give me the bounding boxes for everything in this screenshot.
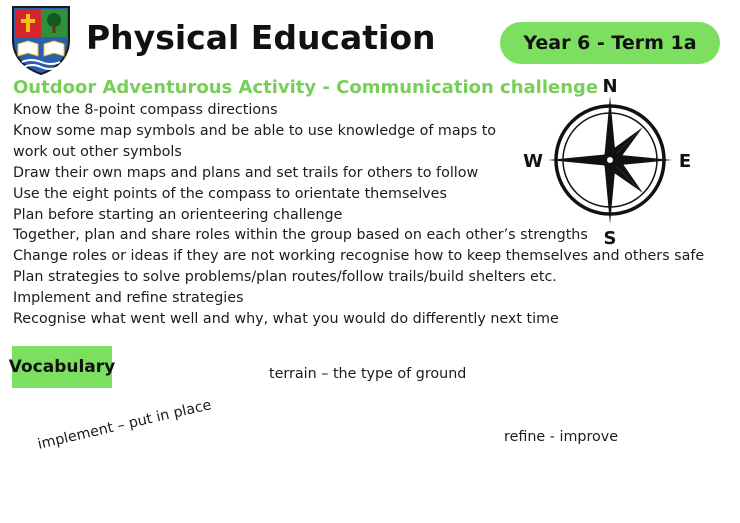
vocabulary-term: implement – put in place [36,397,213,453]
objective-item: Plan before starting an orienteering challenge [13,206,343,223]
school-crest-logo [10,4,72,76]
objective-item: Change roles or ideas if they are not working recognise how to keep themselves and others safe [13,248,705,265]
objective-item: Implement and refine strategies [13,290,244,307]
objective-item: Know some map symbols and be able to use knowledge of maps to [13,122,497,139]
compass-north-label: N [602,76,618,97]
vocabulary-term: refine - improve [504,429,619,445]
objective-item: Use the eight points of the compass to orientate themselves [13,185,447,202]
unit-subtitle: Outdoor Adventurous Activity - Communication challenge [13,77,599,98]
compass-east-label: E [678,151,692,172]
compass-rose-icon [520,74,698,246]
page-title: Physical Education [86,18,436,57]
vocabulary-term: terrain – the type of ground [269,366,467,382]
objective-item: work out other symbols [13,143,182,160]
year-term-badge: Year 6 - Term 1a [500,22,720,64]
objective-item: Recognise what went well and why, what you would do differently next time [13,311,559,328]
vocabulary-heading: Vocabulary [12,346,112,388]
objective-item: Draw their own maps and plans and set trails for others to follow [13,164,479,181]
compass-west-label: W [523,151,543,172]
objective-item: Together, plan and share roles within the group based on each other’s strengths [13,227,588,244]
objective-item: Plan strategies to solve problems/plan routes/follow trails/build shelters etc. [13,269,557,286]
objective-item: Know the 8-point compass directions [13,102,278,118]
compass-south-label: S [603,228,617,246]
